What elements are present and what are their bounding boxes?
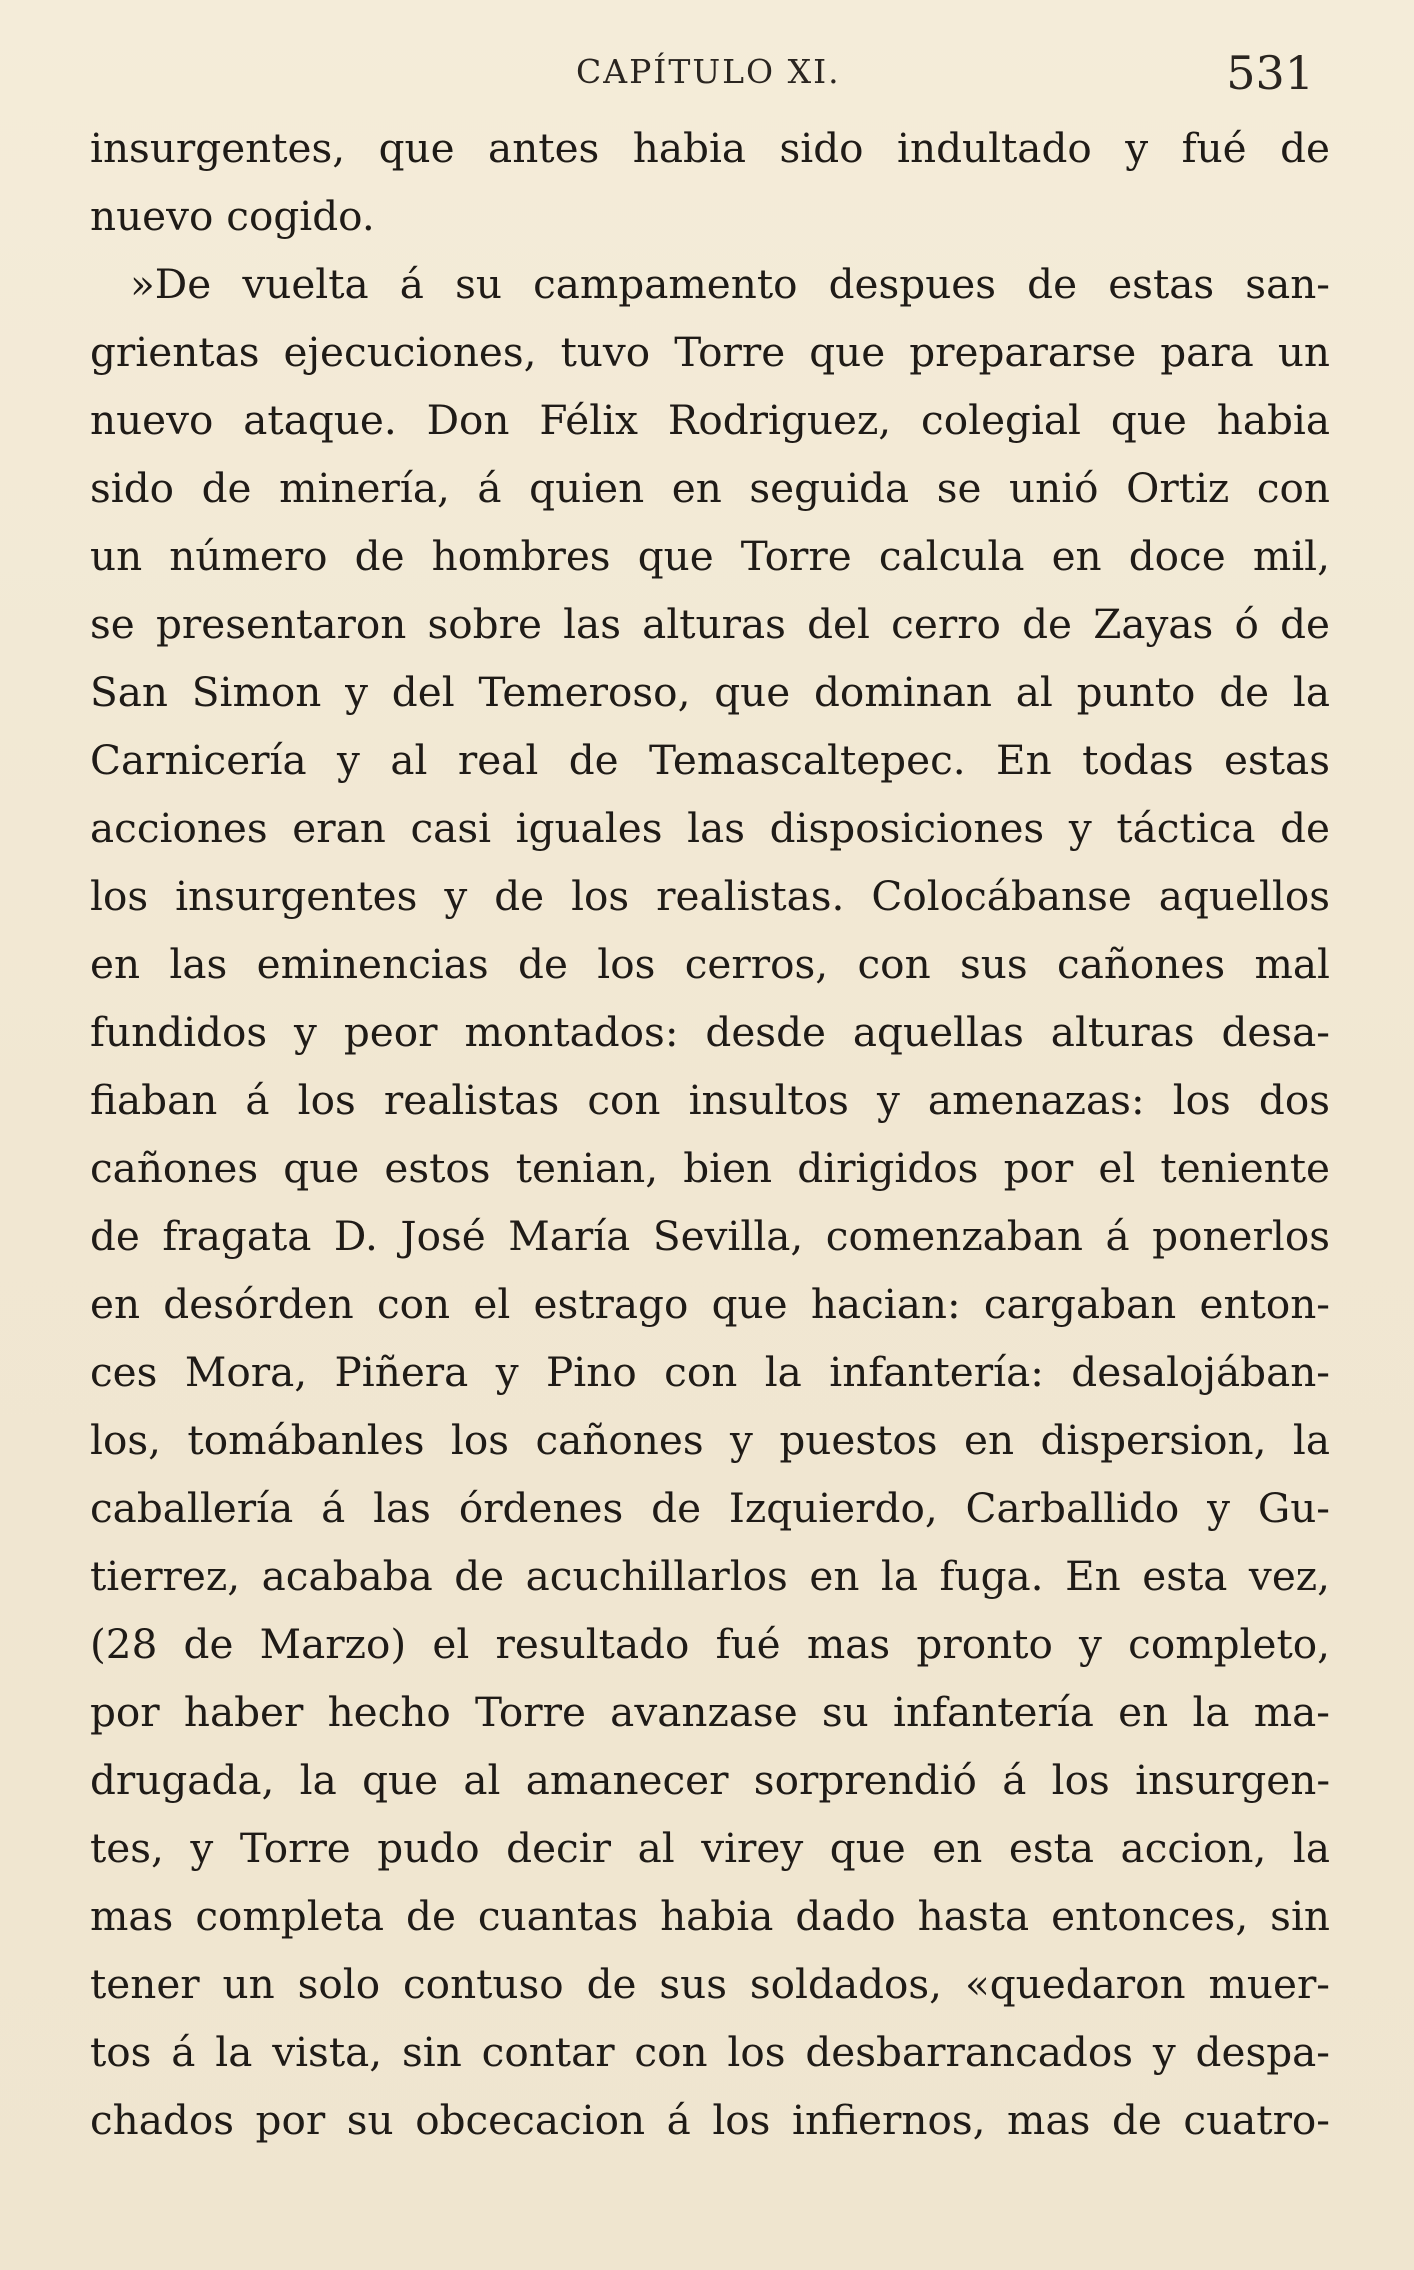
text-line: en desórden con el estrago que hacian: cargaban enton- [90, 1280, 1330, 1328]
text-line: caballería á las órdenes de Izquierdo, Carballido y Gu- [90, 1484, 1330, 1532]
text-line: Carnicería y al real de Temascaltepec. En todas estas [90, 736, 1330, 784]
text-line: grientas ejecuciones, tuvo Torre que prepararse para un [90, 328, 1330, 376]
text-line: de fragata D. José María Sevilla, comenzaban á ponerlos [90, 1212, 1330, 1260]
text-line: tierrez, acababa de acuchillarlos en la fuga. En esta vez, [90, 1552, 1330, 1600]
text-line: drugada, la que al amanecer sorprendió á los insurgen- [90, 1756, 1330, 1804]
text-line: nuevo cogido. [90, 192, 375, 240]
text-line: los, tomábanles los cañones y puestos en dispersion, la [90, 1416, 1330, 1464]
text-line: se presentaron sobre las alturas del cerro de Zayas ó de [90, 600, 1330, 648]
text-line: tener un solo contuso de sus soldados, «quedaron muer- [90, 1960, 1330, 2008]
text-line: (28 de Marzo) el resultado fué mas pronto y completo, [90, 1620, 1330, 1668]
body-text [90, 114, 1330, 2154]
page-number: 531 [1226, 46, 1314, 100]
text-line: insurgentes, que antes habia sido indultado y fué de [90, 124, 1330, 172]
text-line: nuevo ataque. Don Félix Rodriguez, colegial que habia [90, 396, 1330, 444]
text-line: San Simon y del Temeroso, que dominan al punto de la [90, 668, 1330, 716]
text-line: en las eminencias de los cerros, con sus cañones mal [90, 940, 1330, 988]
text-line: mas completa de cuantas habia dado hasta entonces, sin [90, 1892, 1330, 1940]
text-line: tos á la vista, sin contar con los desbarrancados y despa- [90, 2028, 1330, 2076]
text-line: fundidos y peor montados: desde aquellas alturas desa- [90, 1008, 1330, 1056]
text-line: cañones que estos tenian, bien dirigidos por el teniente [90, 1144, 1330, 1192]
text-line: por haber hecho Torre avanzase su infantería en la ma- [90, 1688, 1330, 1736]
text-line: sido de minería, á quien en seguida se unió Ortiz con [90, 464, 1330, 512]
text-line: un número de hombres que Torre calcula en doce mil, [90, 532, 1330, 580]
text-line: tes, y Torre pudo decir al virey que en esta accion, la [90, 1824, 1330, 1872]
running-head [0, 46, 1414, 106]
text-line: chados por su obcecacion á los infiernos, mas de cuatro- [90, 2096, 1330, 2144]
text-line: fiaban á los realistas con insultos y amenazas: los dos [90, 1076, 1330, 1124]
text-line: los insurgentes y de los realistas. Colocábanse aquellos [90, 872, 1330, 920]
text-line: »De vuelta á su campamento despues de estas san- [130, 260, 1330, 308]
text-line: acciones eran casi iguales las disposiciones y táctica de [90, 804, 1330, 852]
text-line: ces Mora, Piñera y Pino con la infantería: desalojában- [90, 1348, 1330, 1396]
chapter-heading: CAPÍTULO XI. [576, 52, 841, 91]
